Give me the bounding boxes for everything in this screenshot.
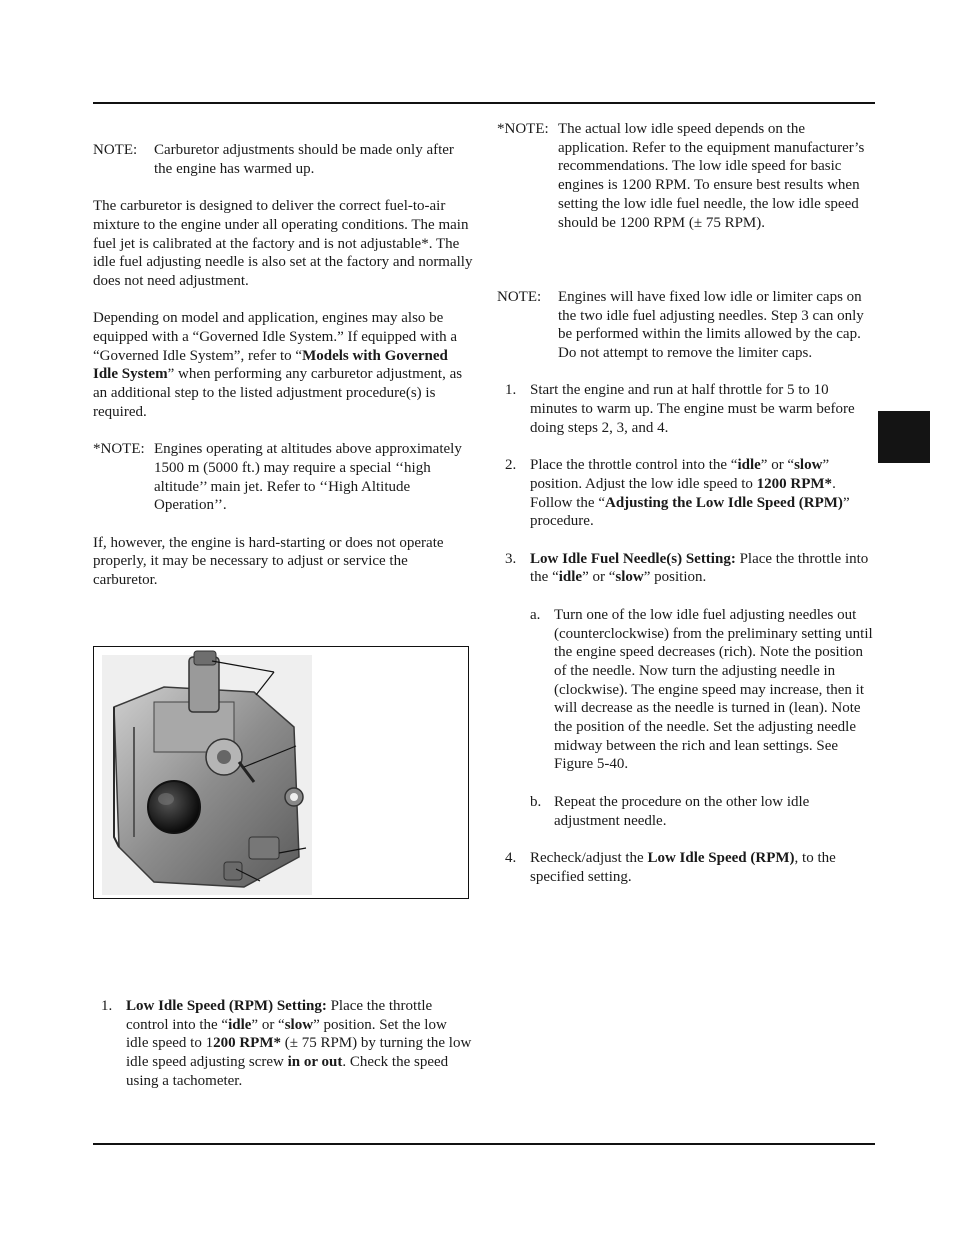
note-text: The actual low idle speed depends on the application. Refer to the equipment manufacturer’s recommendations. The low idle speed for basic engines is 1200 RPM. To ensure best results when setting the low idle fuel needle, the low idle speed should be 1200 RPM (± 75 RPM). (558, 121, 865, 231)
text: ” position. Set the low idle speed to 1 (126, 1016, 447, 1052)
text: Place the throttle control into the “ (530, 457, 738, 474)
step-low-idle-speed (93, 997, 473, 1091)
text: Place the throttle into the “ (530, 550, 869, 586)
note-low-idle-speed (497, 120, 877, 232)
note-text: Engines will have fixed low idle or limiter caps on the two idle fuel adjusting needles. Step 3 can only be performed within the limits allowed by the cap. Do not attempt to remove the limiter caps. (558, 288, 864, 362)
paragraph-governed-idle (93, 309, 473, 421)
step-heading: Low Idle Speed (RPM) Setting: (126, 998, 327, 1014)
substep-b (530, 793, 877, 830)
substep-label: b. (530, 793, 542, 810)
note-label: NOTE: (497, 288, 542, 305)
note-label: *NOTE: (93, 441, 145, 458)
text: Recheck/adjust the (530, 849, 648, 866)
step-heading: Low Idle Fuel Needle(s) Setting: (530, 550, 736, 567)
text: ” or “ (760, 457, 795, 474)
text: ” or “ (251, 1016, 285, 1033)
slow-term: slow (284, 1016, 314, 1033)
text: ” position. Adjust the low idle speed to (530, 457, 830, 492)
step-number: 3. (505, 550, 517, 567)
text: ” procedure. (530, 494, 850, 530)
substep-a (530, 606, 877, 774)
paragraph-carburetor-design: The carburetor is designed to deliver the correct fuel-to-air mixture to the engine under all operating conditions. The main fuel jet is calibrated at the factory and is not adjustable*. The idle fuel adjusting needle is also set at the factory and normally does not need adjustment. (93, 198, 473, 289)
left-column-steps (93, 997, 473, 1109)
step-fuel-needle (497, 550, 877, 587)
slow-term: slow (615, 569, 644, 586)
substep-text: Turn one of the low idle fuel adjusting needles out (counterclockwise) from the preliminary setting until the engine speed decreases (rich). Note the position of the needle. Now turn the adjusting needle in (clockwise). The engine speed may increase, then it will decrease as the needle is turned in (lean). Note the position of the needle. Set the adjusting needle midway between the rich and lean settings. See Figure 5-40. (554, 606, 873, 773)
right-column (497, 120, 877, 905)
spacer (497, 251, 877, 288)
step-number: 1. (101, 998, 113, 1014)
note-limiter-caps (497, 288, 877, 363)
step-throttle-idle (497, 456, 877, 531)
paragraph-hard-starting: If, however, the engine is hard-starting or does not operate properly, it may be necessary to adjust or service the carburetor. (93, 534, 444, 589)
substep-text: Repeat the procedure on the other low idle adjustment needle. (554, 793, 810, 829)
step-number: 2. (505, 457, 517, 474)
in-or-out-term: in or out (287, 1054, 343, 1071)
step-text (530, 849, 877, 886)
idle-term: idle (228, 1016, 252, 1033)
text: . Follow the “ (530, 475, 836, 511)
step-number: 1. (505, 382, 517, 399)
step-text (530, 550, 877, 587)
left-column (93, 141, 473, 609)
rpm-value: 1200 RPM* (756, 475, 833, 492)
note-text: Engines operating at altitudes above approximately 1500 m (5000 ft.) may require a special ‘‘high altitude’’ main jet. Refer to ‘‘High Altitude Operation’’. (154, 441, 462, 514)
slow-term: slow (794, 457, 823, 474)
carburetor-figure (93, 646, 469, 899)
substep-label: a. (530, 606, 541, 623)
note-label: *NOTE: (497, 121, 549, 137)
section-tab-marker (878, 411, 930, 463)
rpm-value: 200 RPM* (213, 1035, 281, 1052)
note-label: NOTE: (93, 142, 138, 158)
procedure-reference: Adjusting the Low Idle Speed (RPM) (605, 494, 843, 511)
footer-rule (93, 1143, 875, 1145)
step-text (126, 997, 473, 1091)
header-rule (93, 102, 875, 104)
step-recheck (497, 849, 877, 886)
note-warm-engine (93, 141, 473, 178)
idle-term: idle (737, 457, 761, 474)
text: (± 75 RPM) by turning the low idle speed adjusting screw (126, 1035, 472, 1071)
note-text: Carburetor adjustments should be made only after the engine has warmed up. (154, 142, 454, 177)
step-number: 4. (505, 849, 517, 866)
text: . Check the speed using a tachometer. (126, 1054, 449, 1089)
text: Place the throttle control into the “ (126, 998, 433, 1033)
text: ” or “ (582, 569, 616, 586)
step-warm-up (497, 381, 877, 437)
text: ” when performing any carburetor adjustment, as an additional step to the listed adjustment procedure(s) is required. (93, 366, 463, 420)
note-high-altitude (93, 440, 473, 515)
step-text: Start the engine and run at half throttle for 5 to 10 minutes to warm up. The engine must be warm before doing steps 2, 3, and 4. (530, 382, 855, 436)
low-idle-speed-term: Low Idle Speed (RPM) (647, 849, 795, 866)
idle-term: idle (558, 569, 583, 586)
step-text (530, 456, 877, 531)
carburetor-illustration (94, 647, 467, 897)
text: Depending on model and application, engines may also be equipped with a “Governed Idle System.” If equipped with a “Governed Idle System”, refer to “ (93, 310, 458, 364)
governed-idle-reference: Models with Governed Idle System (93, 347, 448, 383)
text: ” position. (643, 569, 707, 586)
text: , to the specified setting. (530, 849, 836, 885)
